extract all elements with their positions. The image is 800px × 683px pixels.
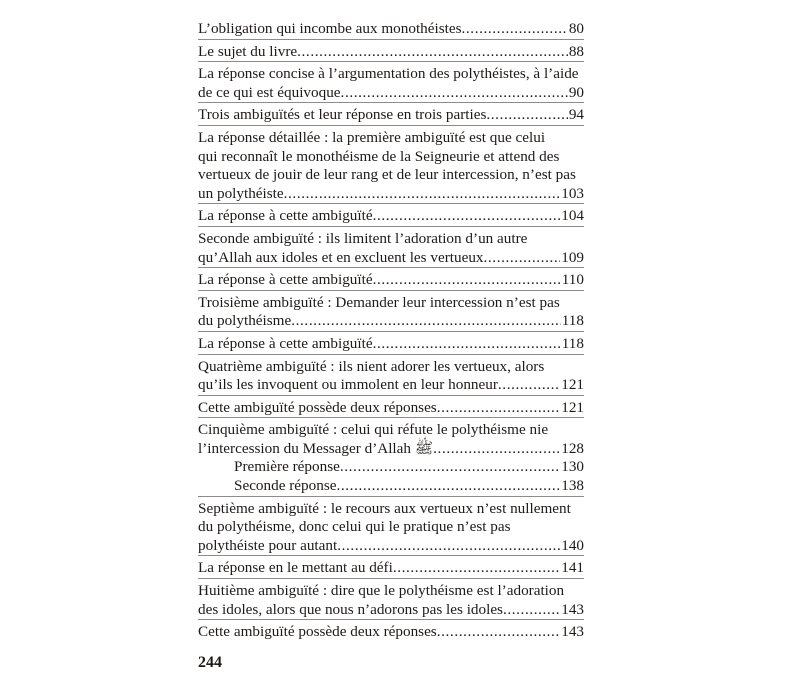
dot-leader bbox=[393, 559, 560, 578]
toc-entry bbox=[198, 619, 584, 642]
toc-entry-text: du polythéisme bbox=[198, 312, 292, 330]
toc-entry bbox=[198, 555, 584, 578]
toc-page-number: 121 bbox=[561, 376, 584, 394]
toc-page-number: 141 bbox=[561, 559, 584, 577]
toc-entry-text: qui reconnaît le monothéisme de la Seigneurie et attend des bbox=[198, 147, 560, 165]
toc-page-number: 128 bbox=[561, 439, 584, 457]
toc-entry bbox=[198, 20, 584, 39]
toc-entry bbox=[198, 290, 584, 331]
toc-entry-text: un polythéiste bbox=[198, 184, 284, 202]
toc-page-number: 138 bbox=[561, 477, 584, 495]
toc-entry bbox=[234, 458, 584, 477]
toc-entry-text: l’intercession du Messager d’Allah ﷺ bbox=[198, 439, 434, 457]
toc-page-number: 110 bbox=[561, 271, 584, 289]
toc-entry-text: Cette ambiguïté possède deux réponses bbox=[198, 623, 437, 641]
toc-entry bbox=[198, 125, 584, 203]
toc-entry bbox=[198, 578, 584, 619]
toc-page-number: 109 bbox=[561, 248, 584, 266]
toc-entry bbox=[198, 39, 584, 62]
toc-entry-text: qu’Allah aux idoles et en excluent les vertueux bbox=[198, 248, 484, 266]
toc-page-number: 94 bbox=[568, 106, 584, 124]
dot-leader bbox=[297, 43, 568, 62]
dot-leader bbox=[498, 376, 560, 395]
toc-entry-text: Troisième ambiguïté : Demander leur intercession n’est pas bbox=[198, 293, 560, 311]
dot-leader bbox=[291, 312, 561, 331]
toc-page-number: 118 bbox=[561, 334, 584, 352]
toc-entry bbox=[198, 496, 584, 556]
toc-entry-text: Première réponse bbox=[234, 458, 340, 476]
dot-leader bbox=[484, 249, 561, 268]
toc-entry-text: Seconde réponse bbox=[234, 477, 337, 495]
toc-entry-text: Trois ambiguïtés et leur réponse en trois parties bbox=[198, 106, 487, 124]
dot-leader bbox=[462, 20, 568, 39]
toc-page-number: 80 bbox=[568, 20, 584, 37]
dot-leader bbox=[373, 207, 561, 226]
toc-entry-text: Septième ambiguïté : le recours aux vertueux n’est nullement bbox=[198, 499, 571, 517]
dot-leader bbox=[437, 623, 560, 642]
dot-leader bbox=[341, 84, 568, 103]
toc-entry-text: Cinquième ambiguïté : celui qui réfute le polythéisme nie bbox=[198, 421, 549, 439]
toc-entry-text: La réponse à cette ambiguïté bbox=[198, 334, 373, 352]
toc-entry-text: La réponse détaillée : la première ambiguïté est que celui bbox=[198, 128, 546, 146]
dot-leader bbox=[337, 537, 560, 556]
toc-entry-text: de ce qui est équivoque bbox=[198, 83, 341, 101]
toc-entry-text: des idoles, alors que nous n’adorons pas les idoles bbox=[198, 600, 503, 618]
toc-page-number: 90 bbox=[568, 83, 584, 101]
toc-entry-text: du polythéisme, donc celui qui le pratique n’est pas bbox=[198, 518, 511, 536]
toc-entry-text: Quatrième ambiguïté : ils nient adorer les vertueux, alors bbox=[198, 357, 545, 375]
toc-entry-text: L’obligation qui incombe aux monothéistes bbox=[198, 20, 462, 37]
toc-entry-text: La réponse concise à l’argumentation des polythéistes, à l’aide bbox=[198, 65, 579, 83]
toc-entry-text: vertueux de jouir de leur rang et de leur intercession, n’est pas bbox=[198, 166, 576, 184]
toc-entry-text: La réponse à cette ambiguïté bbox=[198, 271, 373, 289]
dot-leader bbox=[284, 185, 561, 204]
dot-leader bbox=[433, 440, 560, 459]
toc-entry bbox=[198, 354, 584, 395]
toc-entry-text: Huitième ambiguïté : dire que le polythéisme est l’adoration bbox=[198, 582, 565, 600]
toc-entry-text: Le sujet du livre bbox=[198, 42, 298, 60]
page-number: 244 bbox=[198, 654, 222, 671]
toc-page-number: 104 bbox=[561, 207, 584, 225]
toc-entry-text: Seconde ambiguïté : ils limitent l’adoration d’un autre bbox=[198, 229, 528, 247]
toc-entry bbox=[198, 267, 584, 290]
toc-entry bbox=[198, 417, 584, 458]
dot-leader bbox=[336, 477, 560, 496]
toc-entry bbox=[198, 395, 584, 418]
toc-entry-text: La réponse en le mettant au défi bbox=[198, 559, 393, 577]
dot-leader bbox=[373, 335, 561, 354]
dot-leader bbox=[437, 399, 560, 418]
toc-page-number: 118 bbox=[561, 312, 584, 330]
toc-page-number: 143 bbox=[561, 600, 584, 618]
toc-entry bbox=[234, 477, 584, 496]
toc-entry-text: polythéiste pour autant bbox=[198, 536, 338, 554]
toc-entry-text: La réponse à cette ambiguïté bbox=[198, 207, 373, 225]
toc-entry-text: qu’ils les invoquent ou immolent en leur honneur bbox=[198, 376, 498, 394]
toc-entry bbox=[198, 331, 584, 354]
dot-leader bbox=[340, 458, 560, 477]
dot-leader bbox=[373, 271, 561, 290]
toc-entry-text: Cette ambiguïté possède deux réponses bbox=[198, 398, 437, 416]
toc-entry bbox=[198, 203, 584, 226]
toc-page-number: 130 bbox=[561, 458, 584, 476]
toc-page-number: 140 bbox=[561, 536, 584, 554]
dot-leader bbox=[486, 106, 567, 125]
toc-entry bbox=[198, 61, 584, 102]
toc-entry bbox=[198, 102, 584, 125]
table-of-contents bbox=[198, 20, 584, 642]
dot-leader bbox=[503, 601, 560, 620]
toc-page-number: 88 bbox=[568, 42, 584, 60]
toc-entry bbox=[198, 226, 584, 267]
toc-page-number: 143 bbox=[561, 623, 584, 641]
toc-page-number: 121 bbox=[561, 398, 584, 416]
toc-page-number: 103 bbox=[561, 184, 584, 202]
